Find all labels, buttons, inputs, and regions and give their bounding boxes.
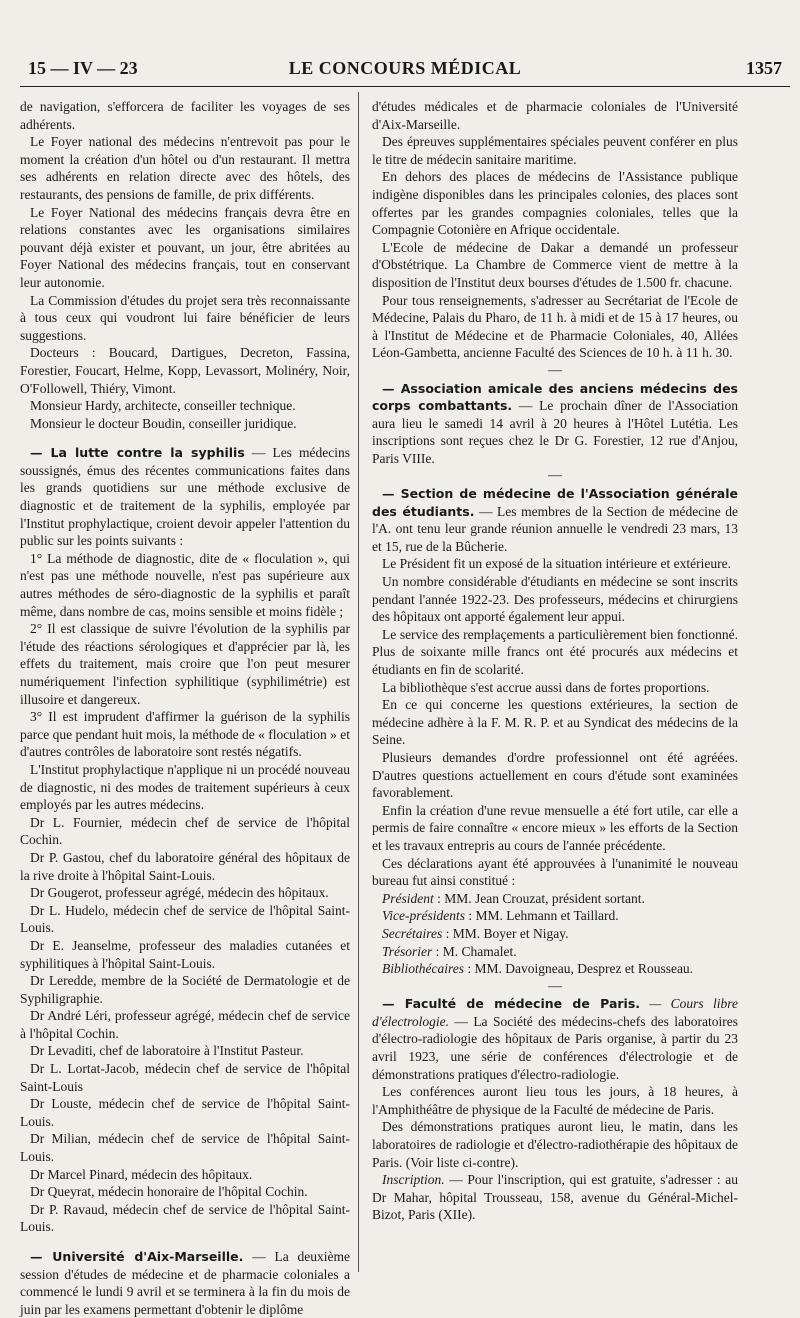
signatory: Dr L. Lortat-Jacob, médecin chef de service de l'hôpital Saint-Louis <box>20 1061 350 1094</box>
separator: — <box>548 362 562 378</box>
signatory: Dr Leredde, membre de la Société de Dermatologie et de Syphiligraphie. <box>20 973 350 1006</box>
section-syphilis: — La lutte contre la syphilis — Les médecins soussignés, émus des récentes communications faites dans les grands quotidiens sur une méthode exclusive de diagnostic et de traitement de la syphilis, employée par l'Institut prophylactique, croient devoir appeler l'attention du public sur les points suivants : <box>20 445 351 549</box>
section-heading: — Association amicale des anciens médecins des corps combattants. <box>372 380 738 414</box>
signatory: Dr Louste, médecin chef de service de l'hôpital Saint-Louis. <box>20 1096 350 1129</box>
journal-title: LE CONCOURS MÉDICAL <box>288 58 522 78</box>
paragraph: Le service des remplaçements a particulièrement bien fonctionné. Plus de soixante mille francs ont été procurés aux médecins et étudiants en fin de scolarité. <box>372 626 738 677</box>
paragraph: Les conférences auront lieu tous les jours, à 18 heures, à l'Amphithéâtre de physique de la Faculté de médecine de Paris. <box>372 1084 738 1117</box>
paragraph: Monsieur Hardy, architecte, conseiller technique. <box>30 398 296 414</box>
paragraph: Le Foyer national des médecins n'entrevoit pas pour le moment la création d'un hôtel ou d'un restaurant. Il mettra ses adhérents en relation directe avec des hôtels, des restaurants, des pensions de famille, de prix différents. <box>20 134 350 202</box>
signatory: Dr P. Gastou, chef du laboratoire général des hôpitaux de la rive droite à l'hôpital Saint-Louis. <box>20 849 350 883</box>
bureau-member: Président : MM. Jean Crouzat, président sortant. <box>382 890 645 906</box>
bureau-member: Vice-présidents : MM. Lehmann et Taillard. <box>382 908 619 924</box>
signatory: Dr E. Jeanselme, professeur des maladies cutanées et syphilitiques à l'hôpital Saint-Louis. <box>20 937 350 971</box>
paragraph: Le Foyer National des médecins français devra être en relations constantes avec les organisations similaires pouvant déjà exister et pouvant, un jour, être abritées au Foyer National des médecins français, tout en conservant leur autonomie. <box>20 204 350 290</box>
paragraph: L'Ecole de médecine de Dakar a demandé un professeur d'Obstétrique. La Chambre de Commerce vient de mettre à la disposition de l'Institut deux bourses d'études de 1.500 fr. chacune. <box>372 239 738 290</box>
paragraph: Des épreuves supplémentaires spéciales peuvent conférer en plus le titre de médecin sanitaire maritime. <box>372 134 738 167</box>
paragraph: d'études médicales et de pharmacie coloniales de l'Université d'Aix-Marseille. <box>372 99 738 132</box>
signatory: Dr Levaditi, chef de laboratoire à l'Institut Pasteur. <box>30 1043 304 1059</box>
paragraph: de navigation, s'efforcera de faciliter les voyages de ses adhérents. <box>20 99 350 132</box>
point-3: 3° Il est imprudent d'affirmer la guérison de la syphilis parce que pendant huit mois, la méthode de « floculation » et d'autres contrôles de laboratoire sont restés négatifs. <box>20 709 350 760</box>
section-heading: — La lutte contre la syphilis <box>30 445 245 461</box>
section-heading: — Section de médecine de l'Association générale des étudiants. <box>372 486 738 519</box>
signatory: Dr P. Ravaud, médecin chef de service de l'hôpital Saint-Louis. <box>20 1201 350 1235</box>
section-heading: — Faculté de médecine de Paris. <box>382 996 641 1012</box>
signatory: Dr Milian, médecin chef de service de l'hôpital Saint-Louis. <box>20 1131 350 1165</box>
section-etudiants: — Section de médecine de l'Association générale des étudiants. — Les membres de la Section de médecine de l'A. ont tenu leur grande réunion annuelle le vendredi 23 mars, 13 et 15, rue de la Bûcherie. <box>372 486 738 554</box>
signatory: Dr Gougerot, professeur agrégé, médecin des hôpitaux. <box>30 885 329 901</box>
bureau-member: Bibliothécaires : MM. Davoigneau, Desprez et Rousseau. <box>382 961 694 977</box>
page-header <box>20 52 790 87</box>
separator: — <box>548 468 562 484</box>
section-aix-marseille: — Université d'Aix-Marseille. — La deuxième session d'études de médecine et de pharmacie coloniales a commencé le lundi 9 avril et se terminera à la fin du mois de juin par les examens permettant d'obtenir le diplôme <box>20 1249 351 1317</box>
point-2: 2° Il est classique de suivre l'évolution de la syphilis par l'étude des réactions sérologiques et d'apprécier par là, les effets du traitement, mais croire que l'on peut mesurer numériquement l'infection syphilitique (syphilimétrie) est illusoire et dangereux. <box>20 621 350 707</box>
signatory: Dr L. Hudelo, médecin chef de service de l'hôpital Saint-Louis. <box>20 902 350 936</box>
signatory: Dr André Léri, professeur agrégé, médecin chef de service à l'hôpital Cochin. <box>20 1008 350 1041</box>
paragraph: Pour tous renseignements, s'adresser au Secrétariat de l'Ecole de Médecine, Palais du Pharo, de 11 h. à midi et de 15 à 17 heures, ou à l'Institut de Médecine et de Pharmacie Coloniales, 40, Allées Léon-Gambetta, ancienne Faculté des Sciences de 10 h. à 11 h. 30. <box>372 292 738 361</box>
paragraph: Inscription. — Pour l'inscription, qui est gratuite, s'adresser : au Dr Mahar, hôpital Trousseau, 158, avenue du Général-Michel-Bizot, Paris (XIIe). <box>372 1172 738 1223</box>
paragraph: Le Président fit un exposé de la situation intérieure et extérieure. <box>382 556 731 572</box>
section-association-amicale: — Association amicale des anciens médecins des corps combattants. — Le prochain dîner de l'Association aura lieu le samedi 14 avril à 20 heures à l'Hôtel Lutétia. Les inscriptions sont reçues chez le Dr G. Forestier, 12 rue d'Anjou, Paris VIIIe. <box>372 380 739 466</box>
paragraph: Des démonstrations pratiques auront lieu, le matin, dans les laboratoires de radiologie et d'électro-radiothérapie des hôpitaux de Paris. (Voir liste ci-contre). <box>372 1119 738 1170</box>
paragraph: Ces déclarations ayant été approuvées à l'unanimité le nouveau bureau fut ainsi constitué : <box>372 855 738 889</box>
paragraph: L'Institut prophylactique n'applique ni un procédé nouveau de diagnostic, ni des modes de traitement supérieurs à ceux employés par les autres médecins. <box>20 761 350 813</box>
paragraph: Un nombre considérable d'étudiants en médecine se sont inscrits pendant l'année 1922-23. Des professeurs, médecins et chirurgiens des hôpitaux ont apporté également leur appui. <box>372 574 738 625</box>
paragraph: En ce qui concerne les questions extérieures, la section de médecine adhère à la F. M. R. P. et au Syndicat des médecins de la Seine. <box>372 697 738 748</box>
right-column <box>372 98 738 1224</box>
paragraph: Monsieur le docteur Boudin, conseiller juridique. <box>30 415 297 431</box>
paragraph: Plusieurs demandes d'ordre professionnel ont été agréées. D'autres questions actuellement en cours d'étude sont examinées favorablement. <box>372 749 738 801</box>
left-column <box>20 98 350 1318</box>
commission-members: Docteurs : Boucard, Dartigues, Decreton, Fassina, Forestier, Foucart, Helme, Kopp, Levassort, Molinéry, Noir, O'Followell, Thiéry, Vimont. <box>20 345 350 396</box>
paragraph: En dehors des places de médecins de l'Assistance publique indigène disponibles dans les principales colonies, des places sont offertes par les grandes compagnies coloniales, telles que la Compagnie Cotonière en Afrique occidentale. <box>372 169 738 238</box>
paragraph: Enfin la création d'une revue mensuelle a été fort utile, car elle a permis de faire connaître « encore mieux » les efforts de la Section et les travaux entrepris au cours de l'année précédente. <box>372 802 738 853</box>
separator: — <box>548 978 562 994</box>
paragraph: La bibliothèque s'est accrue aussi dans de fortes proportions. <box>382 679 710 695</box>
signatory: Dr L. Fournier, médecin chef de service de l'hôpital Cochin. <box>20 814 350 848</box>
section-faculte: — Faculté de médecine de Paris. — Cours libre d'électrologie. — La Société des médecins-chefs des laboratoires d'électro-radiologie des hôpitaux de Paris organise, à partir du 23 avril 1923, une série de conférences d'électrologie et de démonstrations pratiques d'électro-radiologie. <box>372 996 739 1082</box>
point-1: 1° La méthode de diagnostic, dite de « floculation », qui n'est pas une méthode nouvelle, n'est pas supérieure aux autres méthodes de séro-diagnostic de la syphilis et paraît même, dans nombre de cas, moins sensible et moins fidèle ; <box>20 550 350 619</box>
paragraph: La Commission d'études du projet sera très reconnaissante à tous ceux qui voudront lui faire bénéficier de leurs suggestions. <box>20 292 350 343</box>
column-divider <box>358 92 359 1272</box>
section-heading: — Université d'Aix-Marseille. <box>30 1249 244 1264</box>
issue-date: 15 — IV — 23 <box>28 58 138 78</box>
bureau-member: Secrétaires : MM. Boyer et Nigay. <box>382 925 569 941</box>
bureau-member: Trésorier : M. Chamalet. <box>382 943 517 959</box>
signatory: Dr Marcel Pinard, médecin des hôpitaux. <box>30 1166 253 1182</box>
signatory: Dr Queyrat, médecin honoraire de l'hôpital Cochin. <box>30 1184 308 1200</box>
page-number: 1357 <box>746 58 782 78</box>
